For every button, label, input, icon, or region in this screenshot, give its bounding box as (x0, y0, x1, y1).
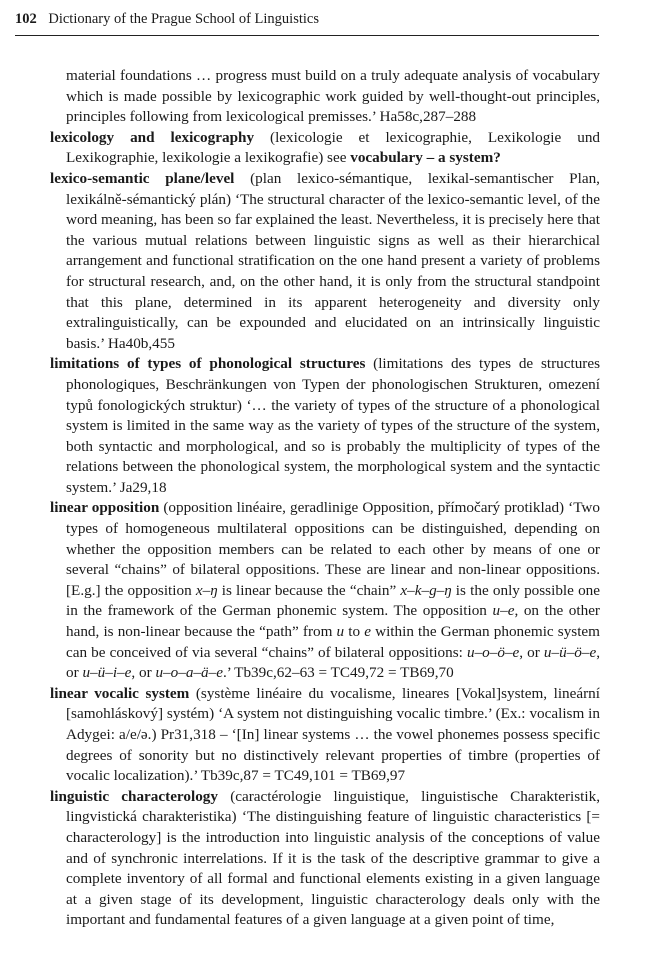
headword: linear opposition (50, 499, 160, 517)
headword: lexico-semantic plane/level (50, 169, 235, 187)
italic-term: u (336, 623, 345, 641)
entry-text: (opposition linéaire, geradlinige Opposition, přímočarý protiklad) ‘Two types of homogeneous multilateral oppositions can be distinguished, depending on whether the opposition members can be related to each other by means of one or several “chains” of bilateral oppositions. These are linear and non-linear oppositions. [E.g.] the opposition (66, 499, 600, 599)
headword: limitations of types of phonological structures (50, 355, 366, 373)
entry-linguistic-characterology (50, 787, 600, 931)
running-title: Dictionary of the Prague School of Linguistics (48, 11, 319, 27)
entry-lexicology-and-lexicography (50, 128, 600, 169)
headword: linear vocalic system (50, 684, 190, 702)
headword: lexicology and lexicography (50, 128, 255, 146)
entry-text: (caractérologie linguistique, linguistische Charakteristik, lingvistická charakteristika) ‘The distinguishing feature of linguistic characteristics [= characterology] is the introduction into linguistic analysis of the conceptions of value and of synchronic interrelations. If it is the task of the descriptive grammar to give a complete inventory of all formal and functional elements existing in a given language at a given stage of its development, linguistic characterology deals only with the important and fundamental features of a given language at a given point of time, (66, 787, 600, 929)
italic-term: x–ŋ (195, 581, 218, 599)
entry-linear-opposition (50, 498, 600, 683)
italic-term: u–o–ö–e (466, 643, 520, 661)
italic-term: u–e (492, 602, 515, 620)
italic-term: u–ü–i–e (82, 664, 132, 682)
entry-text: is the only possible one in the framework of the German phonemic system. The opposition (66, 581, 600, 620)
dictionary-entries (50, 66, 600, 931)
running-head (15, 9, 599, 36)
italic-term: x–k–g–ŋ (400, 581, 452, 599)
headword: linguistic characterology (50, 787, 218, 805)
entry-text: material foundations … progress must build on a truly adequate analysis of vocabulary which is made possible by lexicographic work guided by well-thought-out principles, principles following from lexicological premisses.’ Ha58c,287–288 (66, 67, 600, 126)
cross-reference: vocabulary – a system? (350, 149, 501, 167)
entry-text: , on the other hand, is non-linear because the “path” from (66, 602, 600, 641)
page-number: 102 (15, 11, 37, 27)
entry-text: .’ Tb39c,62–63 = TC49,72 = TB69,70 (222, 664, 454, 682)
italic-term: u–o–a–ä–e (155, 664, 223, 682)
entry-linear-vocalic-system (50, 684, 600, 787)
entry-text: , or (519, 643, 544, 661)
italic-term: e (364, 623, 371, 641)
entry-continuation (50, 66, 600, 128)
entry-text: , or (131, 664, 156, 682)
entry-lexico-semantic-plane (50, 169, 600, 354)
entry-text: (plan lexico-sémantique, lexikal-semantischer Plan, lexikálně-sémantický plán) ‘The structural character of the lexico-semantic level, of the word meaning, has been so far explained the least. Nevertheless, it is precisely here that the various mutual relations between linguistic signs as well as their hierarchical arrangement and functional stratification on the one hand present a variety of problems for structural research, and, on the other hand, it is only from the structural standpoint that this plane, determined in its apparent heterogeneity and diversity only extralinguistically, can be expounded and elucidated on an intrinsically linguistic basis.’ Ha40b,455 (66, 169, 600, 352)
entry-text: , or (66, 643, 601, 682)
entry-text: is linear because the “chain” (217, 581, 401, 599)
entry-limitations-of-types (50, 354, 600, 498)
entry-text: (limitations des types de structures phonologiques, Beschränkungen von Typen der phonologischen Strukturen, omezení typů fonologických struktur) ‘… the variety of types of the structure of a phonological system is limited in the same way as the variety of types of the structure of the system, both syntactic and morphological, and so is probably the multiplicity of types of the relations between the phonological system, the morphological system and the syntactic system.’ Ja29,18 (66, 355, 600, 496)
entry-text: within the German phonemic system can be conceived of via several “chains” of bilateral oppositions: (66, 623, 600, 661)
italic-term: u–ü–ö–e (543, 643, 597, 661)
entry-text: (système linéaire du vocalisme, lineares [Vokal]system, lineární [samohláskový] systém) ‘A system not distinguishing vocalic timbre.’ (Ex.: vocalism in Adygei: a/e/ə.) Pr31,318 – ‘[In] linear systems … the vowel phonemes possess specific degrees of sonority but no distinctively relevant properties of timbre (properties of vocalic localization).’ Tb39c,87 = TC49,101 = TB69,97 (66, 684, 600, 785)
entry-text: to (344, 623, 365, 641)
entry-text: (lexicologie et lexicographie, Lexikologie und Lexikographie, lexikologie a lexikografie) see (66, 128, 601, 167)
